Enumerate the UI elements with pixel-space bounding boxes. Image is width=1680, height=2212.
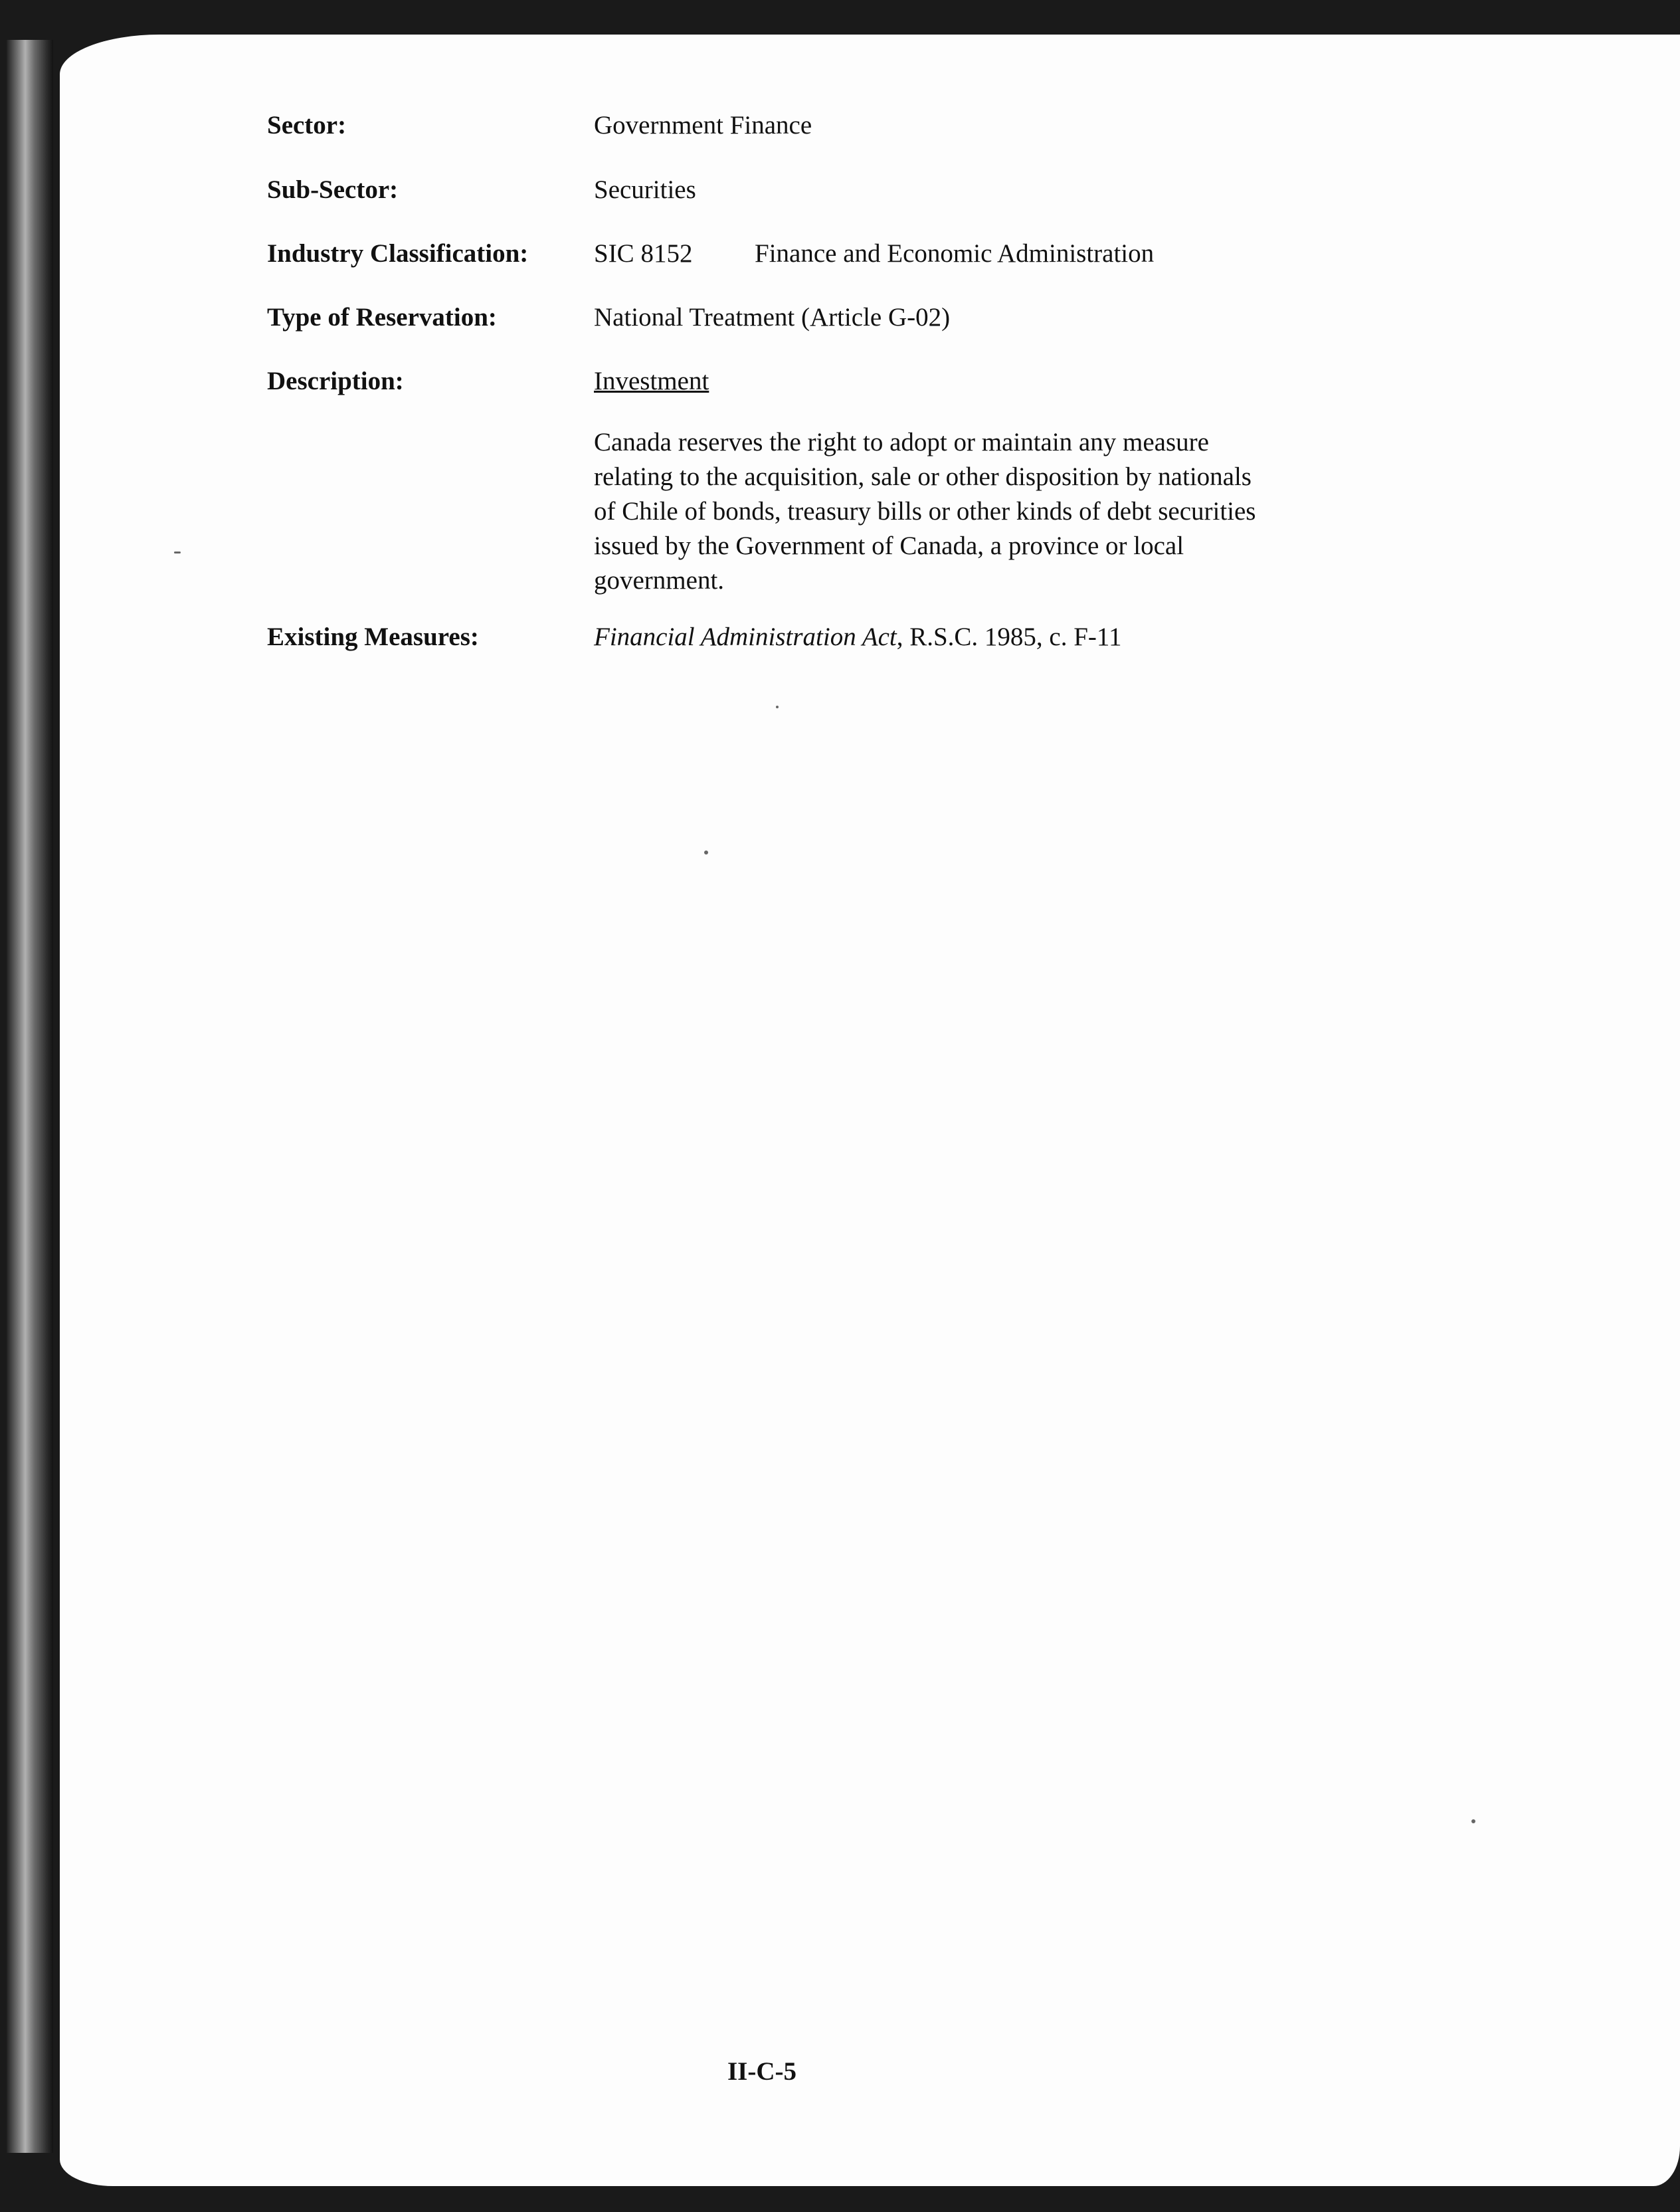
industry-classification-label: Industry Classification: bbox=[267, 239, 529, 268]
sub-sector-value: Securities bbox=[594, 175, 696, 204]
existing-measures-value bbox=[594, 620, 1121, 654]
industry-classification-code: SIC 8152 bbox=[594, 239, 693, 268]
type-of-reservation-value: National Treatment (Article G-02) bbox=[594, 303, 951, 332]
scan-speck bbox=[704, 851, 708, 855]
act-citation: , R.S.C. 1985, c. F-11 bbox=[896, 623, 1122, 651]
scan-speck bbox=[1471, 1819, 1475, 1823]
existing-measures-label: Existing Measures: bbox=[267, 623, 479, 651]
document-page bbox=[60, 35, 1680, 2186]
scan-speck bbox=[174, 552, 181, 553]
page-number: II-C-5 bbox=[727, 2057, 796, 2086]
description-label: Description: bbox=[267, 367, 404, 395]
binding-edge bbox=[7, 40, 53, 2153]
description-body: Canada reserves the right to adopt or maintain any measure relating to the acquisition, sale or other disposition by nationals of Chile of bonds, treasury bills or other kinds of debt securities issued by the Government of Canada, a province or local government. bbox=[594, 428, 1256, 595]
sector-value: Government Finance bbox=[594, 111, 812, 140]
sub-sector-label: Sub-Sector: bbox=[267, 175, 399, 204]
industry-classification-value: Finance and Economic Administration bbox=[755, 239, 1155, 268]
type-of-reservation-label: Type of Reservation: bbox=[267, 303, 497, 332]
sector-label: Sector: bbox=[267, 111, 347, 140]
act-title: Financial Administration Act bbox=[594, 623, 897, 651]
scan-speck bbox=[776, 706, 779, 708]
description-heading: Investment bbox=[594, 367, 709, 395]
